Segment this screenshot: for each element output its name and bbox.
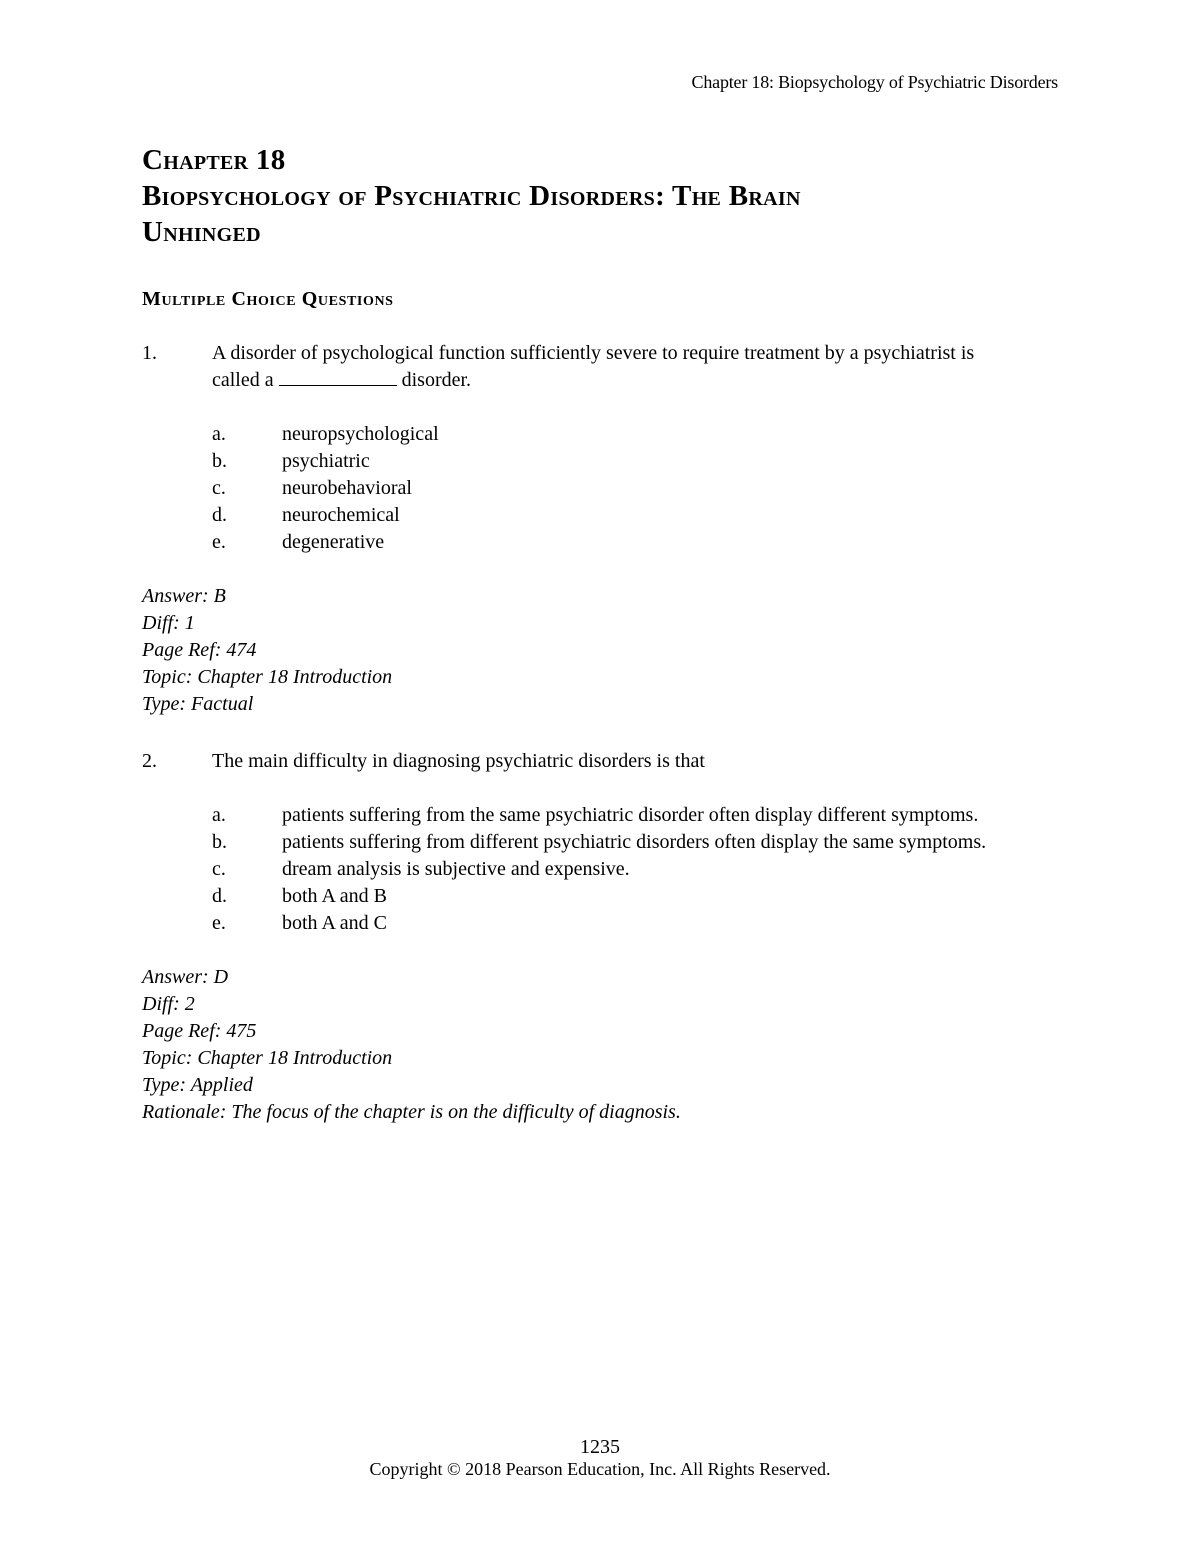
option-text: psychiatric: [282, 450, 370, 472]
question-text-after: disorder.: [401, 369, 472, 391]
option-letter: e.: [212, 531, 226, 553]
chapter-subtitle-line1: Biopsychology of Psychiatric Disorders: The Brain: [142, 180, 801, 212]
option-letter: a.: [212, 423, 226, 445]
option-d: [212, 502, 1042, 529]
question-text: [212, 340, 1012, 394]
difficulty: Diff: 2: [142, 993, 195, 1015]
chapter-title: [142, 142, 1042, 250]
question-text: The main difficulty in diagnosing psychiatric disorders is that: [212, 750, 705, 772]
option-letter: a.: [212, 804, 226, 826]
option-letter: b.: [212, 831, 227, 853]
option-text: patients suffering from different psychiatric disorders often display the same symptoms.: [282, 831, 987, 853]
option-b: [212, 448, 1042, 475]
option-text: both A and C: [282, 912, 388, 934]
question-text-before: A disorder of psychological function sufficiently severe to require treatment by a psychiatrist is called a: [212, 342, 975, 391]
question-metadata: [142, 583, 1042, 718]
option-c: [212, 856, 1042, 883]
option-e: [212, 529, 1042, 556]
page-number: 1235: [580, 1436, 620, 1458]
question-type: Type: Applied: [142, 1074, 253, 1096]
copyright-notice: Copyright © 2018 Pearson Education, Inc. All Rights Reserved.: [369, 1459, 831, 1479]
option-e: [212, 910, 1042, 937]
option-text: degenerative: [282, 531, 385, 553]
question-number: 1.: [142, 342, 157, 364]
option-text: neuropsychological: [282, 423, 439, 445]
question-number: 2.: [142, 750, 157, 772]
option-text: neurobehavioral: [282, 477, 412, 499]
question-1: [142, 340, 1042, 718]
option-letter: b.: [212, 450, 227, 472]
option-letter: c.: [212, 858, 226, 880]
option-letter: d.: [212, 504, 227, 526]
fill-in-blank: [279, 367, 397, 386]
section-heading: Multiple Choice Questions: [142, 288, 394, 310]
page-footer: [0, 1436, 1200, 1480]
running-header: Chapter 18: Biopsychology of Psychiatric Disorders: [691, 72, 1058, 92]
page-ref: Page Ref: 475: [142, 1020, 257, 1042]
topic: Topic: Chapter 18 Introduction: [142, 666, 393, 688]
chapter-subtitle-line2: Unhinged: [142, 216, 261, 248]
answer: Answer: B: [142, 585, 226, 607]
option-d: [212, 883, 1042, 910]
options-list: [212, 421, 1042, 556]
rationale: Rationale: The focus of the chapter is on the difficulty of diagnosis.: [142, 1101, 681, 1123]
option-a: [212, 802, 1042, 829]
option-c: [212, 475, 1042, 502]
option-text: patients suffering from the same psychiatric disorder often display different symptoms.: [282, 804, 979, 826]
chapter-number: Chapter 18: [142, 144, 286, 176]
option-text: both A and B: [282, 885, 388, 907]
option-letter: d.: [212, 885, 227, 907]
question-metadata: [142, 964, 1042, 1126]
options-list: [212, 802, 1042, 937]
option-text: dream analysis is subjective and expensive.: [282, 858, 630, 880]
answer: Answer: D: [142, 966, 229, 988]
question-type: Type: Factual: [142, 693, 254, 715]
option-letter: e.: [212, 912, 226, 934]
question-2: [142, 748, 1042, 1126]
page-ref: Page Ref: 474: [142, 639, 257, 661]
option-b: [212, 829, 1042, 856]
option-letter: c.: [212, 477, 226, 499]
option-text: neurochemical: [282, 504, 400, 526]
difficulty: Diff: 1: [142, 612, 195, 634]
topic: Topic: Chapter 18 Introduction: [142, 1047, 393, 1069]
option-a: [212, 421, 1042, 448]
